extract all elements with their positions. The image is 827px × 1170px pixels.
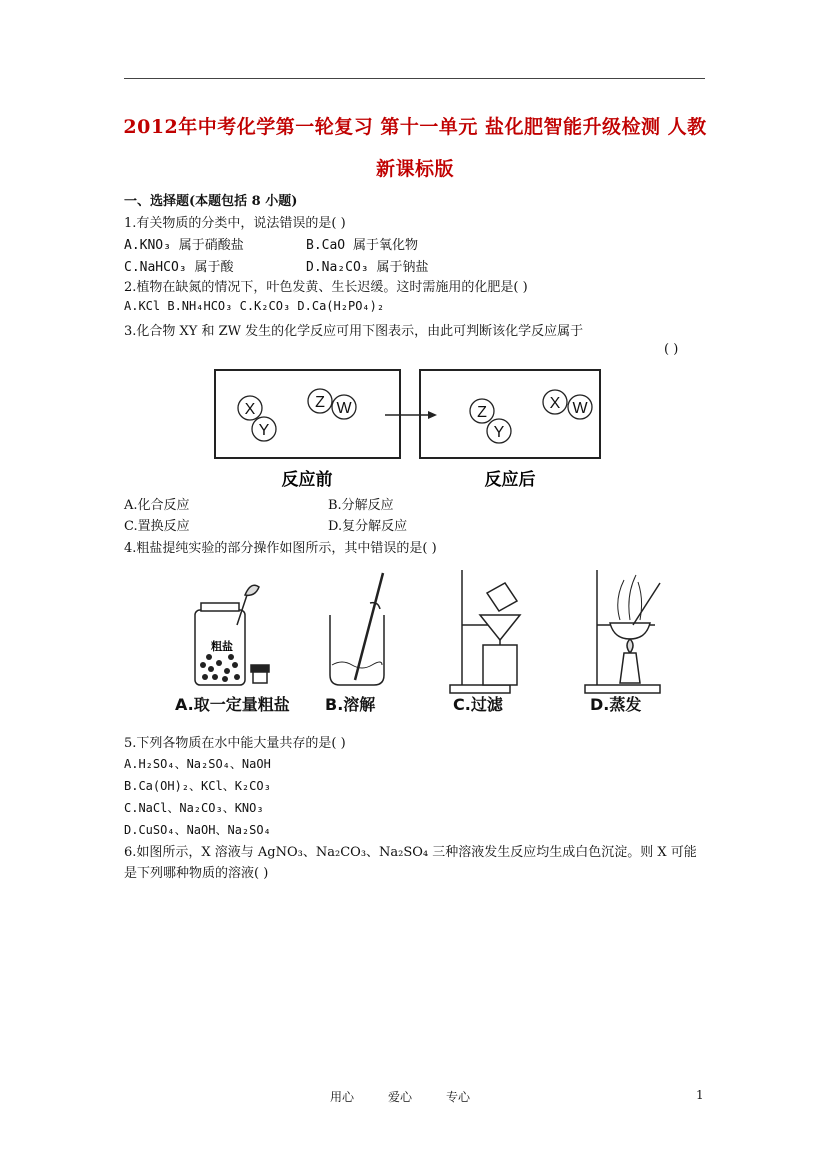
- q3-option-b: B.分解反应: [328, 498, 394, 513]
- section-heading: 一、选择题(本题包括 8 小题): [124, 194, 298, 209]
- question-2-stem: 2.植物在缺氮的情况下，叶色发黄、生长迟缓。这时需施用的化肥是( ): [124, 280, 528, 295]
- question-6-line2: 是下列哪种物质的溶液( ): [124, 866, 269, 881]
- apparatus-b-beaker: [330, 573, 384, 685]
- q1-option-d: D.Na₂CO₃ 属于钠盐: [306, 260, 429, 275]
- atom-z-before: Z: [315, 394, 325, 411]
- atom-y-before: Y: [258, 422, 270, 439]
- q1-option-a: A.KNO₃ 属于硝酸盐: [124, 238, 244, 253]
- caption-a: A.取一定量粗盐: [175, 695, 290, 714]
- apparatus-c-filter: [450, 570, 520, 693]
- footer-motto-3: 专心: [446, 1090, 471, 1104]
- before-label: 反应前: [281, 470, 333, 490]
- q3-option-d: D.复分解反应: [328, 519, 408, 534]
- reaction-diagram: [210, 365, 610, 495]
- page-number: 1: [696, 1088, 704, 1102]
- question-6-line1: 6.如图所示，X 溶液与 AgNO₃、Na₂CO₃、Na₂SO₄ 三种溶液发生反应均生成白色沉淀。则 X 可能: [124, 845, 697, 860]
- atom-w-before: W: [336, 400, 352, 417]
- atom-x-after: X: [549, 395, 561, 412]
- q5-option-c: C.NaCl、Na₂CO₃、KNO₃: [124, 801, 264, 815]
- q5-option-a: A.H₂SO₄、Na₂SO₄、NaOH: [124, 757, 271, 771]
- footer-motto-1: 用心: [330, 1090, 355, 1104]
- caption-b: B.溶解: [325, 695, 376, 714]
- q1-option-b: B.CaO 属于氧化物: [306, 238, 418, 253]
- question-1-stem: 1.有关物质的分类中，说法错误的是( ): [124, 216, 346, 231]
- atom-w-after: W: [572, 400, 588, 417]
- q1-option-c: C.NaHCO₃ 属于酸: [124, 260, 234, 275]
- question-3-paren: ( ): [664, 342, 679, 357]
- question-4-stem: 4.粗盐提纯实验的部分操作如图所示，其中错误的是( ): [124, 541, 437, 556]
- question-3-stem: 3.化合物 XY 和 ZW 发生的化学反应可用下图表示，由此可判断该化学反应属于: [124, 324, 584, 339]
- caption-c: C.过滤: [453, 695, 503, 714]
- atom-z-after: Z: [477, 404, 487, 421]
- salt-purification-figure: [165, 565, 685, 720]
- jar-label: 粗盐: [211, 640, 233, 653]
- apparatus-a-jar: [195, 585, 269, 685]
- q3-option-a: A.化合反应: [124, 498, 190, 513]
- top-rule: [124, 78, 705, 79]
- footer-motto-2: 爱心: [388, 1090, 413, 1104]
- q2-options: A.KCl B.NH₄HCO₃ C.K₂CO₃ D.Ca(H₂PO₄)₂: [124, 299, 385, 313]
- q3-option-c: C.置换反应: [124, 519, 190, 534]
- after-label: 反应后: [484, 470, 536, 490]
- atom-x-before: X: [244, 401, 256, 418]
- caption-d: D.蒸发: [590, 695, 642, 714]
- question-5-stem: 5.下列各物质在水中能大量共存的是( ): [124, 736, 346, 751]
- apparatus-d-evaporate: [585, 570, 660, 693]
- q5-option-d: D.CuSO₄、NaOH、Na₂SO₄: [124, 823, 271, 837]
- page-title-line1: 2012年中考化学第一轮复习 第十一单元 盐化肥智能升级检测 人教: [123, 116, 707, 138]
- atom-y-after: Y: [493, 424, 505, 441]
- page-title-line2: 新课标版: [375, 158, 454, 180]
- q5-option-b: B.Ca(OH)₂、KCl、K₂CO₃: [124, 779, 271, 793]
